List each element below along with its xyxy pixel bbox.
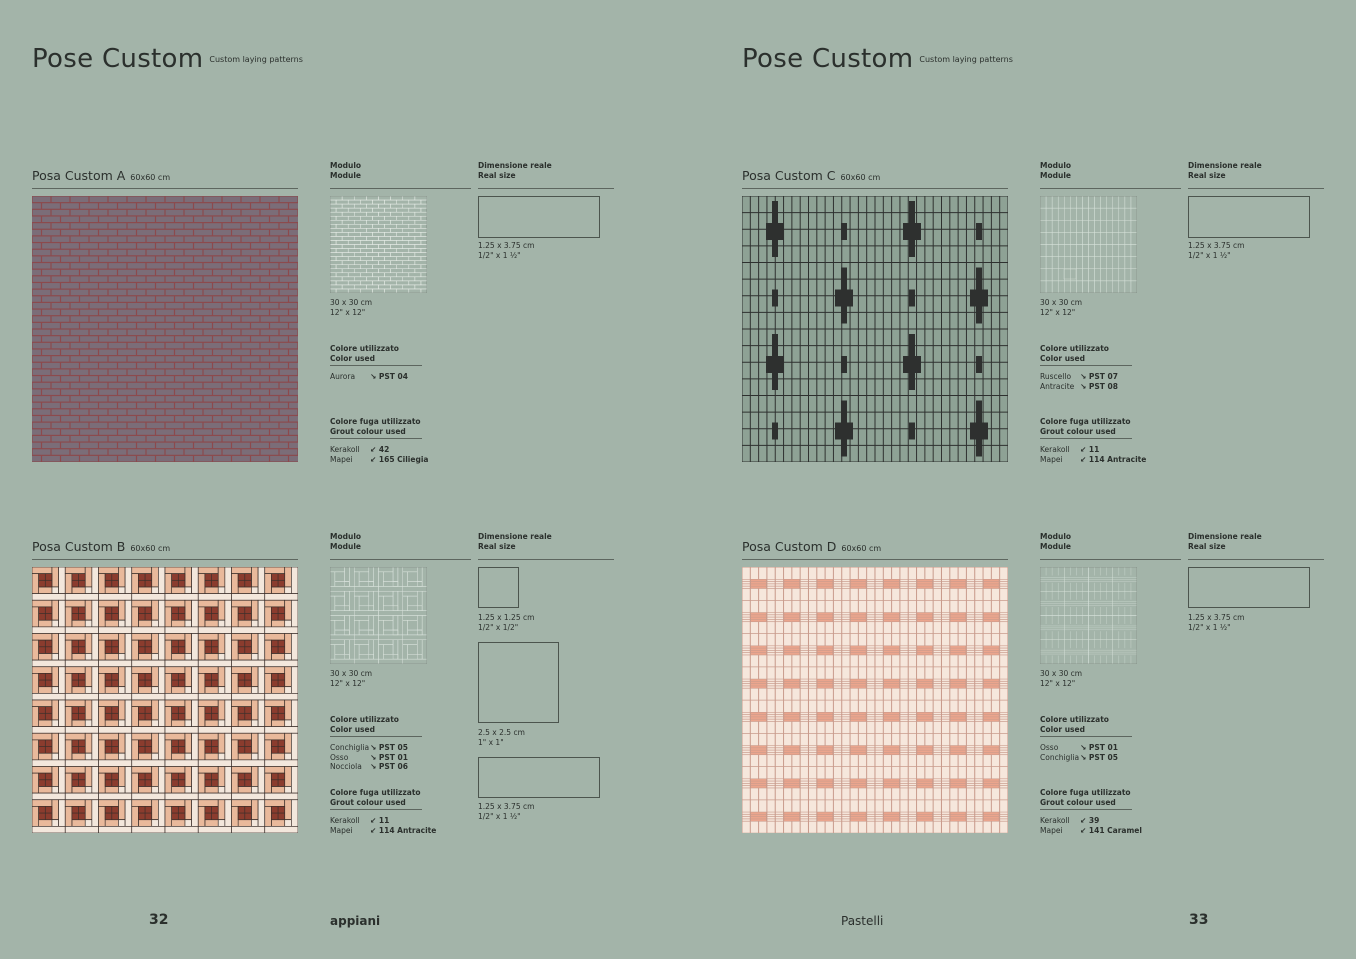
color-code: ↘ PST 04 (370, 372, 408, 381)
block-size: 60x60 cm (130, 173, 171, 182)
pattern-block-d (742, 532, 1324, 849)
module-heading (330, 161, 471, 189)
heading-en: Color used (1040, 353, 1085, 363)
color-list (330, 743, 408, 772)
heading-it: Modulo (330, 161, 362, 170)
grout-heading (1040, 417, 1132, 439)
real-size-heading (1188, 161, 1324, 189)
heading-en: Real size (1188, 170, 1226, 180)
module-size-caption (1040, 669, 1082, 688)
grout-list (1040, 445, 1146, 464)
grout-row (330, 445, 428, 455)
grout-code: ↙ 39 (1080, 816, 1100, 825)
pattern-preview-d (742, 567, 1008, 833)
size-in: 1/2" x 1 ½" (1188, 622, 1231, 632)
color-code: ↘ PST 05 (1080, 752, 1118, 762)
heading-it: Modulo (1040, 161, 1072, 170)
grout-code: ↙ 141 Caramel (1080, 825, 1142, 835)
page-title-left (32, 44, 303, 74)
color-list (330, 372, 408, 382)
grout-heading (330, 788, 422, 810)
pattern-preview-c (742, 196, 1008, 462)
pattern-block-c (742, 161, 1324, 478)
block-name: Posa Custom C (742, 168, 836, 183)
size-in: 12" x 12" (330, 678, 366, 688)
grout-code: ↙ 11 (370, 816, 390, 825)
color-name: Conchiglia (1040, 752, 1080, 762)
grout-brand: Kerakoll (1040, 445, 1070, 454)
real-size-rect (478, 642, 559, 723)
color-name: Ruscello (1040, 372, 1072, 381)
color-row (1040, 372, 1118, 382)
size-in: 12" x 12" (330, 307, 366, 317)
heading-it: Dimensione reale (1188, 161, 1262, 170)
grout-code: ↙ 114 Antracite (1080, 454, 1147, 464)
grout-brand: Kerakoll (1040, 816, 1070, 825)
module-preview-d (1040, 567, 1137, 664)
grout-heading (1040, 788, 1132, 810)
grout-brand: Kerakoll (330, 445, 360, 454)
pattern-preview-a (32, 196, 298, 462)
grout-brand: Mapei (1040, 825, 1063, 835)
size-in: 1/2" x 1/2" (478, 622, 519, 632)
grout-brand: Kerakoll (330, 816, 360, 825)
grout-code: ↙ 165 Ciliegia (370, 454, 429, 464)
heading-en: Color used (330, 724, 375, 734)
page-title-text: Pose Custom (742, 44, 914, 74)
block-title (742, 539, 1008, 560)
brand-name: appiani (330, 914, 381, 928)
heading-en: Module (1040, 541, 1071, 551)
real-size-rect (478, 196, 600, 238)
color-name: Aurora (330, 372, 356, 381)
color-row (330, 372, 408, 382)
color-code: ↘ PST 08 (1080, 381, 1118, 391)
page-number-left: 32 (149, 912, 169, 928)
module-size-caption (330, 298, 372, 317)
size-in: 12" x 12" (1040, 678, 1076, 688)
heading-en: Grout colour used (330, 426, 406, 436)
size-cm: 1.25 x 1.25 cm (478, 613, 535, 622)
size-cm: 30 x 30 cm (1040, 298, 1083, 307)
pattern-preview-b (32, 567, 298, 833)
heading-it: Modulo (330, 532, 362, 541)
color-row (1040, 743, 1118, 753)
size-cm: 1.25 x 3.75 cm (478, 802, 535, 811)
real-size-heading (478, 532, 614, 560)
grout-row (1040, 445, 1146, 455)
block-title (32, 539, 298, 560)
heading-en: Grout colour used (1040, 426, 1116, 436)
real-size-rect (1188, 567, 1310, 608)
grout-code: ↙ 42 (370, 445, 390, 454)
heading-it: Colore utilizzato (330, 344, 399, 353)
grout-code: ↙ 11 (1080, 445, 1100, 454)
color-code: ↘ PST 06 (370, 762, 408, 771)
grout-row (1040, 455, 1146, 465)
page-title-right (742, 44, 1013, 74)
real-size-caption (1188, 613, 1244, 632)
color-name: Osso (330, 752, 349, 762)
module-heading (330, 532, 471, 560)
color-row (330, 753, 408, 763)
heading-it: Dimensione reale (1188, 532, 1262, 541)
color-name: Osso (1040, 743, 1059, 752)
grout-row (330, 826, 436, 836)
block-size: 60x60 cm (130, 544, 171, 553)
block-name: Posa Custom B (32, 539, 126, 554)
heading-it: Colore utilizzato (330, 715, 399, 724)
heading-en: Module (330, 170, 361, 180)
grout-list (330, 816, 436, 835)
collection-name: Pastelli (841, 914, 884, 928)
module-preview-b (330, 567, 427, 664)
real-size-rect (478, 757, 600, 798)
size-cm: 1.25 x 3.75 cm (478, 241, 535, 250)
size-in: 1/2" x 1 ½" (478, 811, 521, 821)
block-name: Posa Custom A (32, 168, 126, 183)
color-row (1040, 382, 1118, 392)
color-name: Nocciola (330, 762, 362, 771)
heading-en: Real size (1188, 541, 1226, 551)
real-size-caption (478, 613, 534, 632)
grout-brand: Mapei (330, 454, 353, 464)
color-row (330, 762, 408, 772)
heading-it: Dimensione reale (478, 532, 552, 541)
color-name: Antracite (1040, 381, 1075, 391)
color-list (1040, 743, 1118, 762)
size-in: 1/2" x 1 ½" (1188, 250, 1231, 260)
color-code: ↘ PST 01 (1080, 743, 1118, 752)
real-size-caption (478, 241, 534, 260)
module-size-caption (330, 669, 372, 688)
page-title-text: Pose Custom (32, 44, 204, 74)
heading-en: Module (330, 541, 361, 551)
color-used-heading (330, 344, 422, 366)
grout-row (330, 816, 436, 826)
real-size-caption (1188, 241, 1244, 260)
grout-row (330, 455, 428, 465)
heading-it: Modulo (1040, 532, 1072, 541)
color-row (1040, 753, 1118, 763)
heading-it: Colore fuga utilizzato (330, 417, 421, 426)
pattern-block-a (32, 161, 614, 478)
block-title (742, 168, 1008, 189)
heading-it: Colore fuga utilizzato (1040, 417, 1131, 426)
heading-en: Grout colour used (1040, 797, 1116, 807)
heading-en: Color used (1040, 724, 1085, 734)
size-cm: 1.25 x 3.75 cm (1188, 613, 1245, 622)
module-preview-a (330, 196, 427, 293)
size-cm: 30 x 30 cm (330, 298, 373, 307)
real-size-rect (478, 567, 519, 608)
size-in: 1" x 1" (478, 737, 504, 747)
block-size: 60x60 cm (841, 544, 882, 553)
grout-list (330, 445, 428, 464)
heading-it: Colore fuga utilizzato (330, 788, 421, 797)
real-size-heading (478, 161, 614, 189)
color-row (330, 743, 408, 753)
heading-it: Colore utilizzato (1040, 344, 1109, 353)
heading-en: Real size (478, 541, 516, 551)
grout-code: ↙ 114 Antracite (370, 825, 437, 835)
block-name: Posa Custom D (742, 539, 837, 554)
grout-heading (330, 417, 422, 439)
size-cm: 30 x 30 cm (1040, 669, 1083, 678)
grout-list (1040, 816, 1142, 835)
color-used-heading (1040, 715, 1132, 737)
pattern-block-b (32, 532, 614, 849)
module-size-caption (1040, 298, 1082, 317)
block-size: 60x60 cm (840, 173, 881, 182)
module-heading (1040, 532, 1181, 560)
size-cm: 30 x 30 cm (330, 669, 373, 678)
heading-en: Module (1040, 170, 1071, 180)
heading-en: Real size (478, 170, 516, 180)
page-subtitle: Custom laying patterns (919, 55, 1013, 64)
color-list (1040, 372, 1118, 391)
color-code: ↘ PST 07 (1080, 372, 1118, 381)
color-used-heading (330, 715, 422, 737)
heading-it: Dimensione reale (478, 161, 552, 170)
page-subtitle: Custom laying patterns (209, 55, 303, 64)
color-code: ↘ PST 01 (370, 752, 408, 762)
heading-it: Colore fuga utilizzato (1040, 788, 1131, 797)
grout-brand: Mapei (330, 825, 353, 835)
grout-brand: Mapei (1040, 454, 1063, 464)
module-heading (1040, 161, 1181, 189)
real-size-heading (1188, 532, 1324, 560)
size-cm: 2.5 x 2.5 cm (478, 728, 525, 737)
real-size-caption (478, 802, 534, 821)
size-in: 1/2" x 1 ½" (478, 250, 521, 260)
grout-row (1040, 816, 1142, 826)
heading-it: Colore utilizzato (1040, 715, 1109, 724)
size-cm: 1.25 x 3.75 cm (1188, 241, 1245, 250)
page-number-right: 33 (1189, 912, 1209, 928)
real-size-rect (1188, 196, 1310, 238)
heading-en: Color used (330, 353, 375, 363)
real-size-caption (478, 728, 525, 747)
module-preview-c (1040, 196, 1137, 293)
block-title (32, 168, 298, 189)
grout-row (1040, 826, 1142, 836)
color-code: ↘ PST 05 (370, 743, 408, 752)
heading-en: Grout colour used (330, 797, 406, 807)
size-in: 12" x 12" (1040, 307, 1076, 317)
color-used-heading (1040, 344, 1132, 366)
color-name: Conchiglia (330, 743, 370, 752)
